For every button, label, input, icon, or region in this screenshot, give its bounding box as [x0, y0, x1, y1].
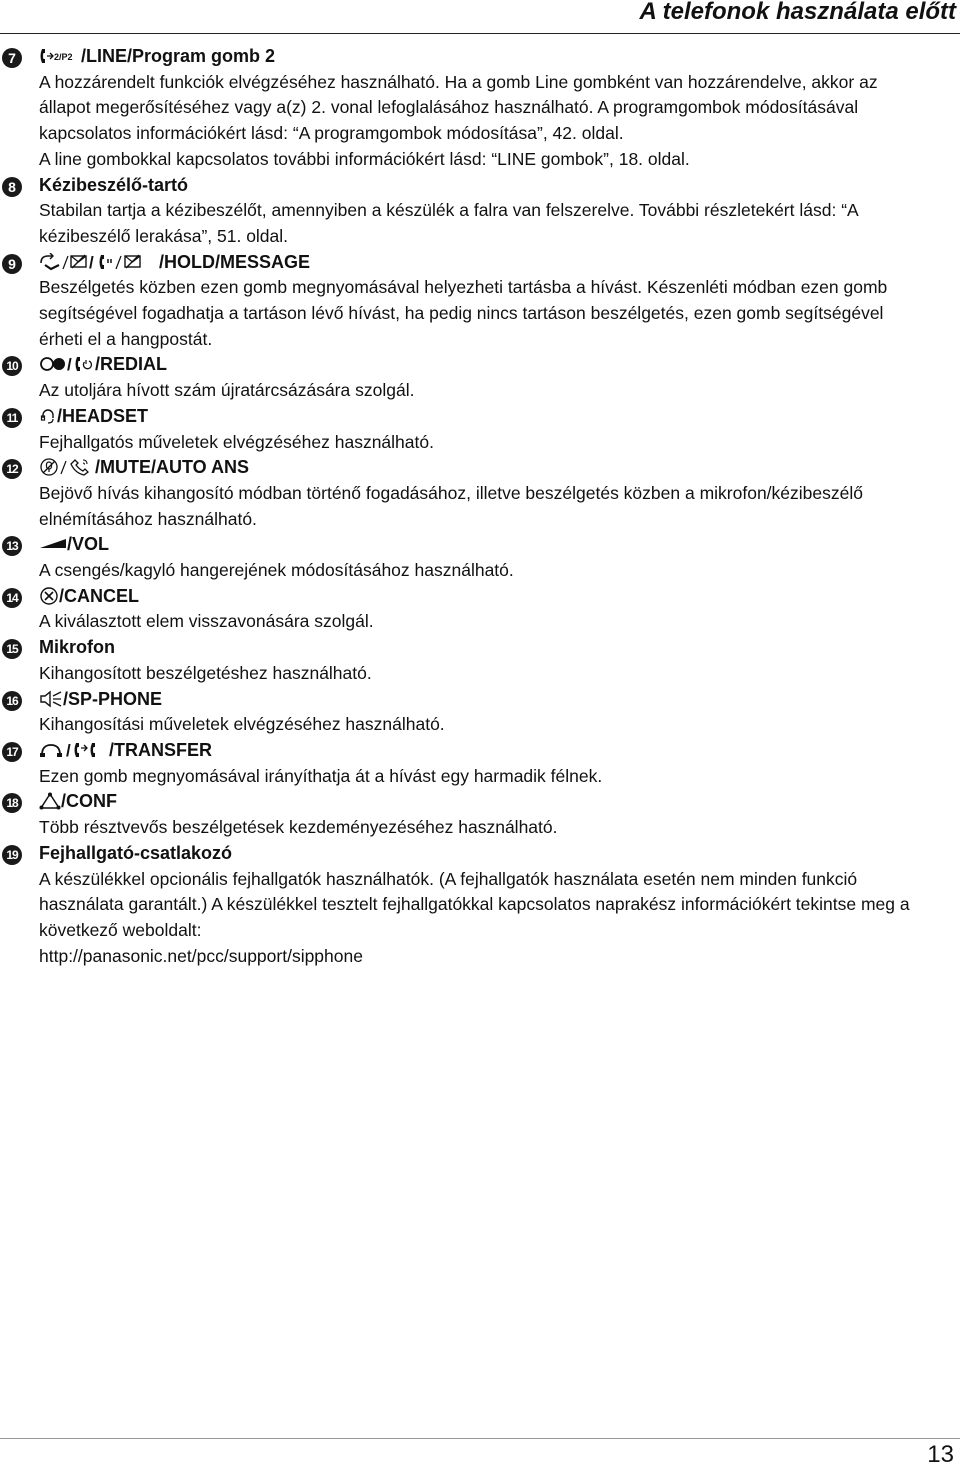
- list-item: [0, 455, 960, 532]
- description-line: Bejövő hívás kihangosító módban történő fogadásához, illetve beszélgetés közben a mikrofon/kézibeszélő: [39, 482, 863, 503]
- item-title: [39, 532, 960, 558]
- item-description: [39, 712, 960, 738]
- header-divider: [0, 33, 960, 34]
- item-title: [39, 738, 960, 764]
- item-title-text: /LINE/Program gomb 2: [81, 46, 276, 66]
- item-title-text: /CANCEL: [59, 585, 139, 606]
- hold-message-icons: [39, 253, 159, 271]
- description-line: Beszélgetés közben ezen gomb megnyomásával helyezheti tartásba a hívást. Készenléti módban ezen gomb: [39, 277, 888, 298]
- description-line: használata garantált.) A készülékkel tesztelt fejhallgatókkal kapcsolatos naprakész információkért tekintse meg a: [39, 894, 910, 915]
- svg-text:/: /: [89, 252, 94, 271]
- item-number: 18: [2, 793, 22, 813]
- item-title: [39, 584, 960, 610]
- description-line: Stabilan tartja a kézibeszélőt, amennyiben a készülék a falra van felszerelve. További részletekért lásd: “A: [39, 200, 859, 221]
- message-icon: [125, 255, 140, 268]
- list-item: [0, 841, 960, 970]
- description-line: Kihangosított beszélgetéshez használható.: [39, 662, 372, 683]
- description-line: érheti el a hangpostát.: [39, 328, 213, 349]
- redial-icon: [41, 358, 65, 370]
- list-item: [0, 584, 960, 635]
- item-description: [39, 275, 960, 352]
- item-description: [39, 430, 960, 456]
- item-title-text: /HOLD/MESSAGE: [159, 251, 311, 272]
- description-line: A készülékkel opcionális fejhallgatók használhatók. (A fejhallgatók használata esetén nem minden funkció: [39, 868, 858, 889]
- mute-auto-ans-icons: [39, 458, 95, 476]
- list-item: [0, 789, 960, 840]
- item-description: [39, 815, 960, 841]
- item-title: [39, 404, 960, 430]
- list-item: [0, 532, 960, 583]
- handset-icon: [100, 255, 112, 269]
- item-title: [39, 44, 960, 70]
- description-line: A kiválasztott elem visszavonására szolgál.: [39, 611, 374, 632]
- mute-icon: [41, 459, 57, 475]
- support-url: http://panasonic.net/pcc/support/sipphone: [39, 945, 363, 966]
- list-item: [0, 635, 960, 686]
- item-number: 10: [2, 356, 22, 376]
- hold-icon: [41, 253, 59, 269]
- item-number: 19: [2, 845, 22, 865]
- item-title-text: /REDIAL: [95, 354, 167, 375]
- item-title: [39, 455, 960, 481]
- description-line: Fejhallgatós műveletek elvégzéséhez használható.: [39, 431, 434, 452]
- list-item: [0, 173, 960, 250]
- item-number: 12: [2, 459, 22, 479]
- item-description: [39, 198, 960, 249]
- item-title-text: /HEADSET: [57, 405, 149, 426]
- item-number: 13: [2, 536, 22, 556]
- list-item: [0, 404, 960, 455]
- cancel-icon: [39, 587, 59, 605]
- description-line: segítségével fogadhatja a tartáson lévő hívást, ha pedig nincs tartáson beszélgetés, ezen gomb segítségével: [39, 303, 884, 324]
- item-number: 7: [2, 48, 22, 68]
- conference-icon: [39, 792, 61, 810]
- item-title: Kézibeszélő-tartó: [39, 174, 189, 195]
- item-title-text: /VOL: [67, 534, 110, 555]
- list-item: [0, 250, 960, 353]
- item-description: [39, 378, 960, 404]
- list-item: [0, 44, 960, 173]
- item-number: 11: [2, 408, 22, 428]
- item-description: [39, 481, 960, 532]
- page-number: 13: [927, 1441, 954, 1468]
- description-line: állapot megerősítéséhez vagy a(z) 2. vonal lefoglalásához használható. A programgombok módosításával: [39, 97, 859, 118]
- item-title: [39, 250, 960, 276]
- item-number: 9: [2, 254, 22, 274]
- item-description: [39, 609, 960, 635]
- description-line: kézibeszélő lerakása”, 51. oldal.: [39, 225, 289, 246]
- item-number: 16: [2, 691, 22, 711]
- item-description: [39, 558, 960, 584]
- list-item: [0, 352, 960, 403]
- item-description: [39, 764, 960, 790]
- auto-answer-icon: [71, 460, 88, 475]
- transfer-icon: [40, 745, 62, 757]
- description-line: következő weboldalt:: [39, 919, 202, 940]
- description-line: kapcsolatos információkért lásd: “A programgombok módosítása”, 42. oldal.: [39, 123, 624, 144]
- key-description-list: [0, 44, 960, 969]
- description-line: Az utoljára hívott szám újratárcsázására szolgál.: [39, 380, 415, 401]
- description-line: A line gombokkal kapcsolatos további információkért lásd: “LINE gombok”, 18. oldal.: [39, 148, 690, 169]
- description-line: A csengés/kagyló hangerejének módosításához használható.: [39, 560, 514, 581]
- headset-icon: [39, 407, 57, 425]
- item-description: [39, 70, 960, 173]
- redial-icons: [39, 355, 95, 373]
- svg-text:2/P2: 2/P2: [54, 52, 73, 62]
- page-header-title: A telefonok használata előtt: [639, 0, 956, 25]
- transfer-icons: [39, 741, 109, 759]
- item-number: 17: [2, 742, 22, 762]
- item-title-text: /MUTE/AUTO ANS: [95, 457, 250, 478]
- svg-text:/: /: [66, 740, 71, 759]
- description-line: Kihangosítási műveletek elvégzéséhez használható.: [39, 714, 445, 735]
- item-number: 8: [2, 177, 22, 197]
- item-title-text: /SP-PHONE: [63, 688, 163, 709]
- volume-icon: [39, 535, 67, 553]
- item-title: Mikrofon: [39, 637, 115, 658]
- item-title: [39, 687, 960, 713]
- item-title: Fejhallgató-csatlakozó: [39, 842, 233, 863]
- description-line: elnémításához használható.: [39, 508, 257, 529]
- list-item: [0, 687, 960, 738]
- item-number: 15: [2, 639, 22, 659]
- item-title: [39, 789, 960, 815]
- handset-transfer-icon: [75, 743, 96, 757]
- item-description: [39, 867, 960, 970]
- footer-divider: [0, 1438, 960, 1439]
- description-line: A hozzárendelt funkciók elvégzéséhez használható. Ha a gomb Line gombként van hozzárendelve, akkor az: [39, 71, 878, 92]
- list-item: [0, 738, 960, 789]
- svg-text:/: /: [67, 355, 72, 374]
- speakerphone-icon: [39, 690, 63, 708]
- item-description: [39, 661, 960, 687]
- description-line: Ezen gomb megnyomásával irányíthatja át a hívást egy harmadik félnek.: [39, 765, 603, 786]
- item-title-text: /TRANSFER: [109, 739, 212, 760]
- line-p2-key-icon: [39, 47, 81, 65]
- item-title: [39, 352, 960, 378]
- message-icon: [71, 255, 86, 268]
- item-title-text: /CONF: [61, 791, 117, 812]
- description-line: Több résztvevős beszélgetések kezdeményezéséhez használható.: [39, 817, 558, 838]
- handset-redial-icon: [76, 357, 92, 371]
- item-number: 14: [2, 588, 22, 608]
